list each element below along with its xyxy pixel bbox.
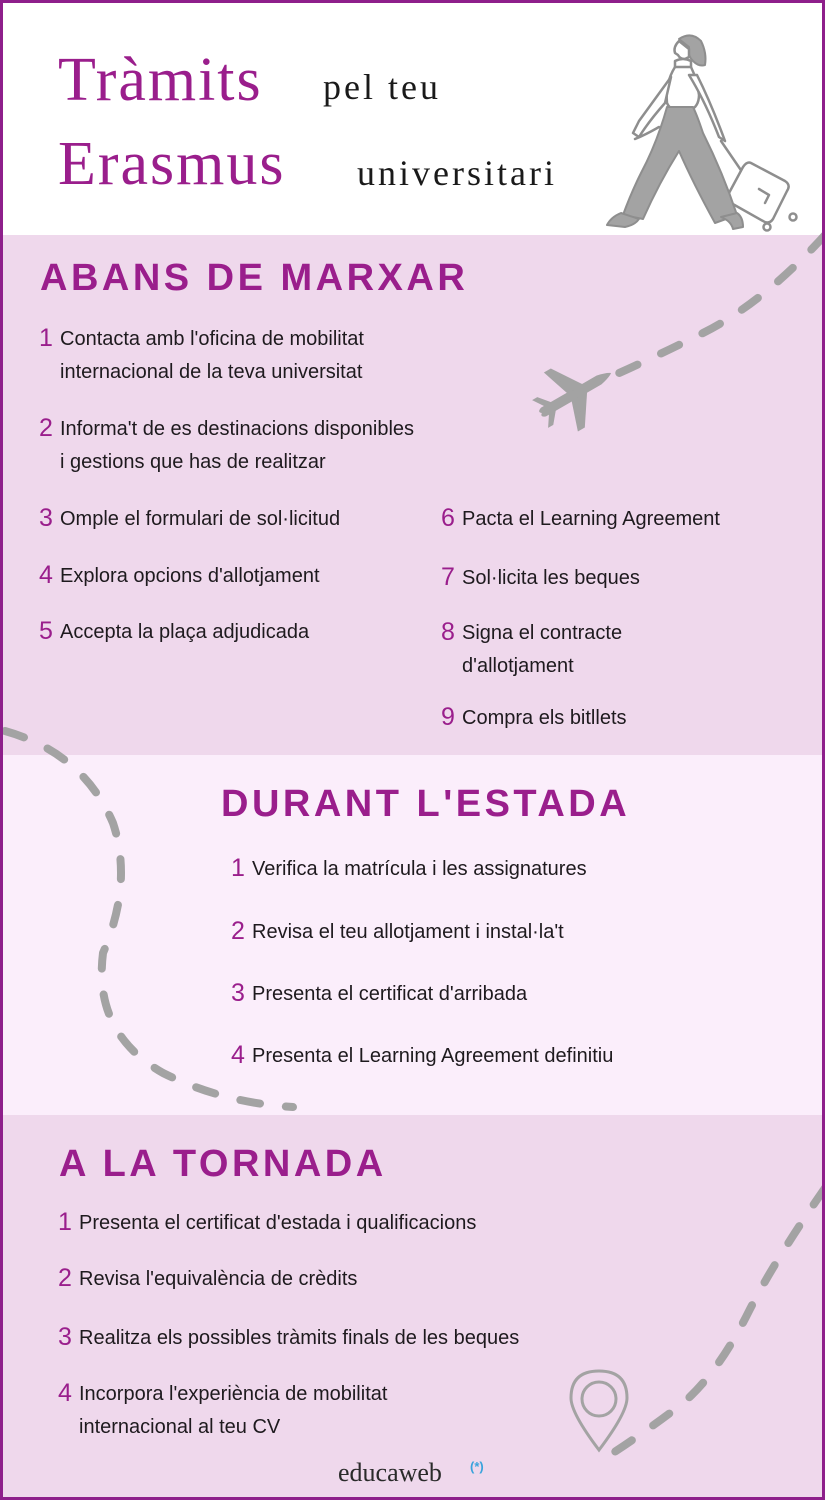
list-item (231, 916, 564, 949)
item-text: Omple el formulari de sol·licitud (60, 508, 341, 530)
item-number: 3 (231, 979, 245, 1007)
item-text (60, 413, 414, 479)
item-number: 7 (441, 563, 455, 591)
item-text (60, 323, 364, 389)
section-durant-lestada (3, 755, 825, 1115)
title-word-erasmus: Erasmus (58, 130, 286, 198)
section-heading: ABANS DE MARXAR (40, 257, 469, 299)
item-text-line: internacional de la teva universitat (60, 361, 363, 383)
list-item (39, 503, 340, 536)
title-universitari: universitari (357, 153, 557, 193)
list-item (231, 853, 587, 886)
list-item (441, 617, 622, 683)
list-item (39, 413, 414, 479)
list-item (58, 1207, 476, 1240)
item-text: Revisa el teu allotjament i instal·la't (252, 921, 564, 943)
list-item (231, 1040, 613, 1073)
item-text: Revisa l'equivalència de crèdits (79, 1268, 358, 1290)
list-item (58, 1263, 357, 1296)
list-item (441, 562, 640, 595)
item-number: 4 (231, 1041, 245, 1069)
item-text: Presenta el certificat d'arribada (252, 983, 528, 1005)
list-item (58, 1378, 387, 1444)
item-text: Presenta el Learning Agreement definitiu (252, 1045, 614, 1067)
item-text: Compra els bitllets (462, 707, 627, 729)
section-heading: DURANT L'ESTADA (221, 783, 631, 825)
item-text-line: d'allotjament (462, 655, 574, 677)
section-a-la-tornada (3, 1115, 825, 1500)
item-text-line: i gestions que has de realitzar (60, 451, 326, 473)
item-number: 6 (441, 504, 455, 532)
item-number: 8 (441, 618, 455, 646)
list-item (39, 323, 364, 389)
item-number: 4 (39, 561, 53, 589)
item-text-line: Contacta amb l'oficina de mobilitat (60, 328, 364, 350)
item-text-line: internacional al teu CV (79, 1416, 281, 1438)
item-text: Presenta el certificat d'estada i qualificacions (79, 1212, 477, 1234)
woman-walking-with-suitcase-icon (3, 3, 825, 235)
item-number: 3 (58, 1323, 72, 1351)
list-item (441, 702, 627, 735)
list-item (231, 978, 527, 1011)
item-text (462, 617, 622, 683)
educaweb-logo: educaweb (338, 1458, 442, 1487)
title-pel-teu: pel teu (323, 67, 441, 107)
item-text: Sol·licita les beques (462, 567, 640, 589)
item-text: Verifica la matrícula i les assignatures (252, 858, 587, 880)
item-number: 2 (231, 917, 245, 945)
list-item (39, 616, 309, 649)
item-text: Accepta la plaça adjudicada (60, 621, 310, 643)
item-text: Pacta el Learning Agreement (462, 508, 720, 530)
item-text (79, 1378, 387, 1444)
item-number: 2 (58, 1264, 72, 1292)
item-number: 3 (39, 504, 53, 532)
item-number: 2 (39, 414, 53, 442)
list-item (39, 560, 320, 593)
item-number: 9 (441, 703, 455, 731)
section-heading: A LA TORNADA (59, 1143, 387, 1185)
list-item (58, 1322, 519, 1355)
list-item (441, 503, 720, 536)
item-text-line: Signa el contracte (462, 622, 623, 644)
section-abans-de-marxar (3, 235, 825, 755)
item-number: 1 (39, 324, 53, 352)
item-text-line: Incorpora l'experiència de mobilitat (79, 1383, 388, 1405)
item-number: 1 (58, 1208, 72, 1236)
item-number: 5 (39, 617, 53, 645)
title-word-tramits: Tràmits (58, 46, 263, 114)
item-text: Explora opcions d'allotjament (60, 565, 320, 587)
educaweb-logo-mark: (*) (470, 1459, 484, 1474)
header (3, 3, 825, 235)
item-number: 4 (58, 1379, 72, 1407)
item-text-line: Informa't de es destinacions disponibles (60, 418, 415, 440)
item-number: 1 (231, 854, 245, 882)
item-text: Realitza els possibles tràmits finals de les beques (79, 1327, 520, 1349)
